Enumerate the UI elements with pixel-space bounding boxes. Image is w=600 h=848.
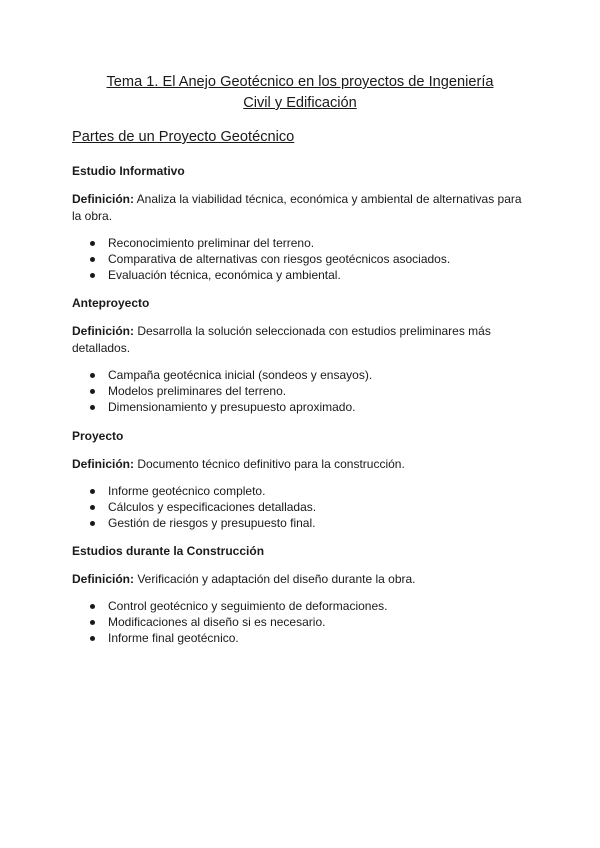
definition-text: Desarrolla la solución seleccionada con estudios preliminares más detallados. bbox=[72, 324, 491, 355]
definition-paragraph bbox=[72, 456, 532, 473]
section-estudios-construccion bbox=[72, 543, 532, 646]
definition-label: Definición: bbox=[72, 572, 134, 586]
sub-heading: Proyecto bbox=[72, 429, 124, 443]
section-estudio-informativo bbox=[72, 163, 532, 283]
sub-heading: Estudio Informativo bbox=[72, 164, 185, 178]
list-item: Gestión de riesgos y presupuesto final. bbox=[72, 515, 532, 531]
section-proyecto bbox=[72, 428, 532, 531]
sub-heading: Anteproyecto bbox=[72, 296, 150, 310]
bullet-list bbox=[72, 483, 532, 531]
list-item: Modificaciones al diseño si es necesario. bbox=[72, 614, 532, 630]
section-heading: Partes de un Proyecto Geotécnico bbox=[72, 129, 295, 145]
definition-paragraph bbox=[72, 571, 532, 588]
bullet-list bbox=[72, 598, 532, 646]
definition-label: Definición: bbox=[72, 324, 134, 338]
list-item: Informe geotécnico completo. bbox=[72, 483, 532, 499]
list-item: Cálculos y especificaciones detalladas. bbox=[72, 499, 532, 515]
document-title bbox=[60, 72, 540, 114]
section-anteproyecto bbox=[72, 295, 532, 415]
list-item: Dimensionamiento y presupuesto aproximado. bbox=[72, 399, 532, 415]
list-item: Reconocimiento preliminar del terreno. bbox=[72, 235, 532, 251]
definition-text: Analiza la viabilidad técnica, económica y ambiental de alternativas para la obra. bbox=[72, 192, 522, 223]
definition-text: Verificación y adaptación del diseño durante la obra. bbox=[134, 572, 416, 586]
document-title-line-2: Civil y Edificación bbox=[243, 95, 357, 111]
definition-paragraph bbox=[72, 191, 532, 225]
definition-label: Definición: bbox=[72, 192, 134, 206]
list-item: Modelos preliminares del terreno. bbox=[72, 383, 532, 399]
bullet-list bbox=[72, 367, 532, 415]
bullet-list bbox=[72, 235, 532, 283]
list-item: Control geotécnico y seguimiento de deformaciones. bbox=[72, 598, 532, 614]
list-item: Evaluación técnica, económica y ambiental. bbox=[72, 267, 532, 283]
definition-label: Definición: bbox=[72, 457, 134, 471]
list-item: Campaña geotécnica inicial (sondeos y ensayos). bbox=[72, 367, 532, 383]
definition-paragraph bbox=[72, 323, 532, 357]
list-item: Comparativa de alternativas con riesgos geotécnicos asociados. bbox=[72, 251, 532, 267]
document-title-line-1: Tema 1. El Anejo Geotécnico en los proyectos de Ingeniería bbox=[106, 74, 494, 90]
sub-heading: Estudios durante la Construcción bbox=[72, 544, 265, 558]
definition-text: Documento técnico definitivo para la construcción. bbox=[134, 457, 405, 471]
list-item: Informe final geotécnico. bbox=[72, 630, 532, 646]
